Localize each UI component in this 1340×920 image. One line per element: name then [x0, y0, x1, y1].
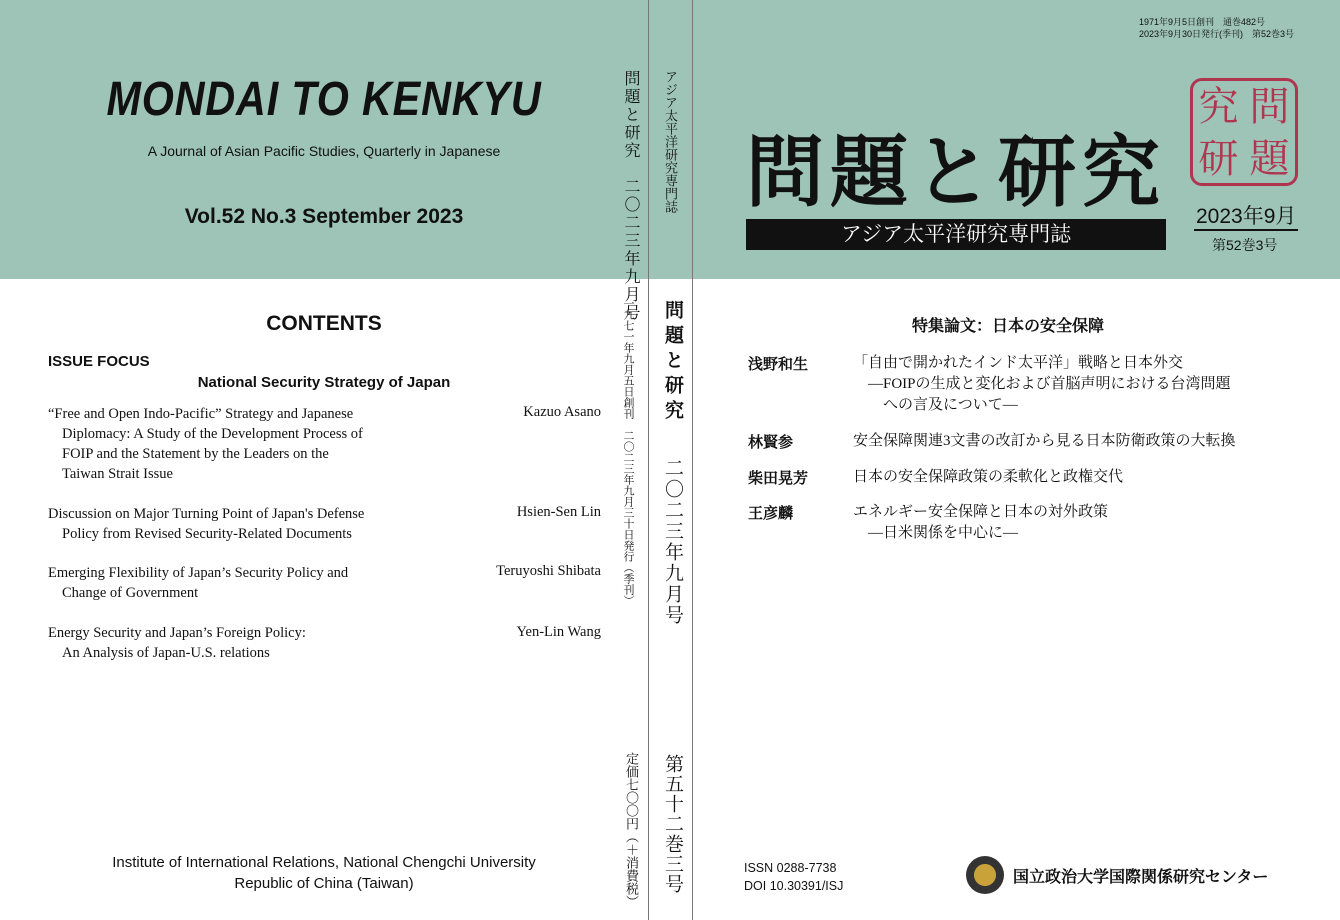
article-3-line-1: Emerging Flexibility of Japan’s Security Policy and [48, 565, 349, 581]
article-4-line-2: An Analysis of Japan-U.S. relations [62, 645, 270, 661]
seal-stamp-icon [1190, 78, 1298, 186]
front-cover-title: 問題と研究 [746, 127, 1167, 218]
ja-article-title-3 [853, 467, 1123, 488]
ja-author-3: 柴田晃芳 [748, 470, 809, 487]
front-cover-issue: 第52巻3号 [1212, 237, 1278, 253]
issn-doi-block [744, 859, 843, 895]
publication-info-line-1: 1971年9月5日創刊 通巻482号 [1138, 17, 1265, 27]
university-emblem-icon [966, 856, 1004, 894]
front-cover-institution: 国立政治大学国際関係研究センター [1013, 869, 1269, 886]
back-cover-title: MONDAI TO KENKYU [106, 73, 542, 126]
seal-char-2: 題 [1249, 136, 1290, 182]
front-cover-banner: アジア太平洋研究専門誌 [746, 219, 1166, 250]
ja-article-title-1 [853, 353, 1231, 416]
article-4-line-1: Energy Security and Japan’s Foreign Policy: [48, 625, 306, 641]
spine-right-date: 二〇二三年九月号 [662, 458, 684, 626]
spine-right-volume: 第五十二巻三号 [662, 754, 684, 894]
ja-article-4-line-2: ―日米関係を中心に― [853, 525, 1019, 541]
doi-text: DOI 10.30391/ISJ [744, 879, 844, 893]
institution-line-1: Institute of International Relations, National Chengchi University [112, 854, 536, 871]
spine-right-edge [692, 0, 693, 920]
back-cover-institution [0, 852, 648, 894]
article-author-4: Yen-Lin Wang [516, 624, 601, 640]
spine-published-text: 二〇二三年九月三十日発行（季刊） [622, 430, 635, 606]
ja-article-3-line-1: 日本の安全保障政策の柔軟化と政権交代 [853, 469, 1124, 485]
ja-author-4: 王彦麟 [748, 505, 794, 522]
contents-heading: CONTENTS [266, 312, 382, 335]
back-cover-volume: Vol.52 No.3 September 2023 [184, 205, 464, 228]
date-underline [1194, 229, 1298, 231]
article-2-line-2: Policy from Revised Security-Related Documents [62, 526, 352, 542]
issue-focus-title: National Security Strategy of Japan [197, 374, 451, 391]
ja-article-title-2 [853, 431, 1236, 452]
ja-author-1: 浅野和生 [748, 356, 809, 373]
institution-line-2: Republic of China (Taiwan) [234, 875, 414, 892]
back-cover-header-band [0, 0, 648, 279]
spine-left-founded [620, 298, 636, 606]
article-1-line-1: “Free and Open Indo-Pacific” Strategy and Japanese [48, 406, 354, 422]
ja-article-4-line-1: エネルギー安全保障と日本の対外政策 [853, 504, 1109, 520]
spine-right-title: 問題と研究 [662, 300, 684, 425]
spine-left-price: 定価七〇〇円（＋消費税） [623, 752, 638, 908]
spine-left-date: 二〇二三年九月号 [622, 178, 641, 322]
publication-info-line-2: 2023年9月30日発行(季刊) 第52巻3号 [1138, 29, 1294, 39]
article-3-line-2: Change of Government [62, 585, 199, 601]
ja-author-2: 林賢参 [748, 434, 794, 451]
special-feature-title: 特集論文：日本の安全保障 [912, 318, 1105, 335]
spine-right-tagline: アジア太平洋研究専門誌 [662, 70, 677, 213]
spine-left-title [620, 70, 643, 322]
spine-left-title-text: 問題と研究 [622, 70, 641, 160]
ja-article-1-line-3: への言及について― [853, 397, 1018, 413]
issue-focus-label: ISSUE FOCUS [48, 353, 150, 370]
ja-article-title-4 [853, 502, 1108, 544]
article-2-line-1: Discussion on Major Turning Point of Japan's Defense [48, 506, 365, 522]
article-author-2: Hsien-Sen Lin [516, 504, 601, 520]
article-1-line-3: FOIP and the Statement by the Leaders on the [62, 446, 329, 462]
seal-char-3: 研 [1198, 136, 1239, 182]
ja-article-1-line-1: 「自由で開かれたインド太平洋」戦略と日本外交 [853, 355, 1184, 371]
front-cover-date: 2023年9月 [1196, 205, 1297, 228]
seal-char-1: 問 [1249, 84, 1290, 130]
seal-char-4: 究 [1198, 84, 1239, 130]
publication-info [1139, 16, 1294, 40]
article-1-line-2: Diplomacy: A Study of the Development Process of [62, 426, 363, 442]
ja-article-2-line-1: 安全保障関連3文書の改訂から見る日本防衛政策の大転換 [853, 433, 1236, 449]
ja-article-1-line-2: ―FOIPの生成と変化および首脳声明における台湾問題 [853, 376, 1231, 392]
spine-founded-text: 一九七一年九月五日創刊 [622, 298, 635, 419]
spine-left-edge [648, 0, 649, 920]
issn-text: ISSN 0288-7738 [744, 861, 837, 875]
back-cover-subtitle: A Journal of Asian Pacific Studies, Quarterly in Japanese [147, 143, 501, 159]
article-author-1: Kazuo Asano [523, 404, 601, 420]
article-1-line-4: Taiwan Strait Issue [62, 466, 173, 482]
article-author-3: Teruyoshi Shibata [496, 563, 601, 579]
